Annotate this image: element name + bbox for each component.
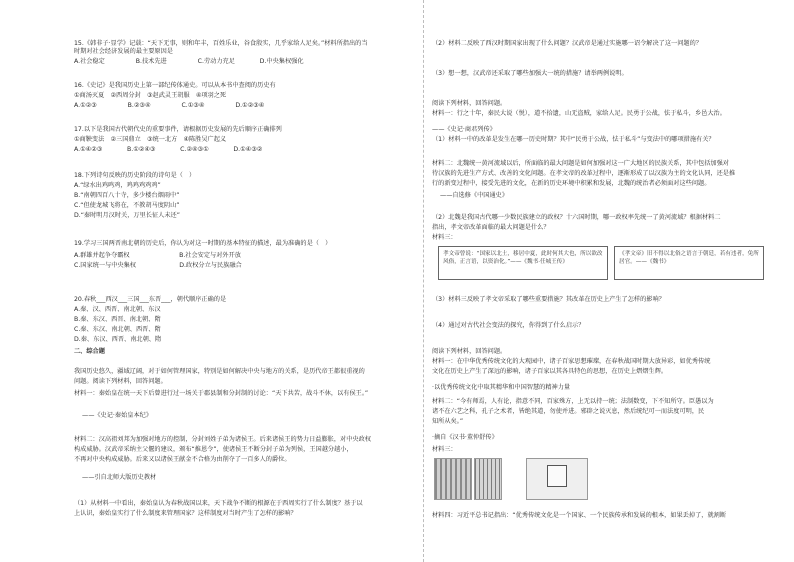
question-reform-2-line-2: 指出，孝文帝改革面临的最大问题是什么？ bbox=[432, 224, 550, 231]
quote-box-right: 《孝文帝》旧不得以北俗之语言于朝廷，若有违者，免所居官。——《魏书》 bbox=[614, 246, 764, 280]
intro-line-2: 问题。阅读下列材料，回答问题。 bbox=[74, 378, 167, 385]
material-1: 材料一：秦始皇在统一天下后曾进行过一场关于郡县制和分封制的讨论：“天下共苦，战斗不休，以有侯王。” bbox=[74, 390, 369, 397]
calligraphy-image-1 bbox=[434, 458, 472, 500]
question-reform-4: （4）通过对古代社会变法的探究，你得到了什么启示？ bbox=[432, 322, 585, 329]
q18-option-b: B.“南朝四百八十寺，多少楼台烟雨中” bbox=[74, 192, 180, 199]
q19-options-ab: A.群雄并起争夺霸权 B.社会安定与对外开放 bbox=[74, 252, 241, 259]
q18-option-c: C.“但使龙城飞将在，不教胡马度阴山” bbox=[74, 202, 180, 209]
right-column bbox=[423, 0, 779, 562]
calligraphy-image-2 bbox=[474, 458, 502, 500]
culture-material-1-line-2: 文化在历史上产生了深远的影响，诸子百家以其各具特色的思想，在历史上熠熠生辉。 bbox=[432, 368, 668, 375]
culture-material-3-label: 材料三： bbox=[432, 446, 457, 453]
q20-option-c: C.秦、东汉、南北朝、西晋、隋 bbox=[74, 326, 161, 333]
section-heading: 二、综合题 bbox=[74, 348, 105, 355]
question-1-line-2: 上认识，秦始皇实行了什么制度来管理国家？这样制度对当时产生了怎样的影响？ bbox=[74, 510, 297, 517]
material-2-line-3: 不再对中央构成威胁。后来又以诸侯王献金不合格为由削夺了一百多人的爵位。 bbox=[74, 456, 291, 463]
culture-material-2-line-2: 诸不在六艺之科，孔子之术者，皆绝其道，勿使并进。邪辟之说灭息，然后统纪可一而法度可明，民 bbox=[432, 408, 705, 415]
q17-options: A.①④②③ B.①②④③ C.②④③① D.①④③② bbox=[74, 146, 263, 153]
material-2-wei-source: ——自选修《中国通史》 bbox=[440, 192, 509, 199]
q18-option-a: A.“绿水出鸡鸣鸡，鸡鸡鸡鸡鸡” bbox=[74, 182, 161, 189]
q20-option-a: A.秦、汉、西晋、南北朝、东汉 bbox=[74, 306, 161, 313]
q17-items: ①商鞅变法 ②三国鼎立 ③统一北方 ④陈胜吴广起义 bbox=[74, 136, 227, 143]
q15-stem: 15.《韩非子·显学》记载：“天下无事，则和年丰，百姓乐业，谷食殷实，几乎家给人足矣。”材料所指出的当 bbox=[74, 40, 368, 47]
intro-line-1: 我国历史悠久，疆域辽阔，对于如何管理国家，特别是如何解决中央与地方的关系，是历代帝王都很重视的 bbox=[74, 368, 365, 375]
q19-options-cd: C.国家统一与中央集权 D.政权分立与民族融合 bbox=[74, 262, 242, 269]
quote-box-left: 孝文帝曾说：“国家以北土，移居中夏，此时何其大也，所以欲改风俗，正言语，以资治化。”——《魏书·任城王传》 bbox=[438, 246, 608, 280]
culture-material-2-source: ·摘自《汉书·董仲舒传》 bbox=[432, 434, 498, 441]
material-3-label: 材料三： bbox=[432, 234, 457, 241]
material-2-line-1: 材料二：汉高祖刘邦为加强对地方的控制，分封刘姓子弟为诸侯王。后来诸侯王的势力日益膨胀，对中央政权 bbox=[74, 436, 371, 443]
culture-caption: ·以优秀传统文化中取其精华和中国智慧的精神力量 bbox=[432, 384, 571, 391]
q17-stem: 17.以下是我国古代朝代史的重要事件，请根据历史发展的先后顺序正确排列 bbox=[74, 126, 282, 133]
q16-items: ①商汤灭夏 ②西周分封 ③赵武灵王胡服 ④项羽之死 bbox=[74, 92, 227, 99]
question-reform-2-line-1: （2）北魏是我国古代哪一少数民族建立的政权？十六国时期，哪一政权率先统一了黄河流域？根据材料二 bbox=[432, 214, 721, 221]
material-1-reform-source: ——《史记·商君列传》 bbox=[432, 126, 496, 133]
culture-material-1-line-1: 材料一：在中华优秀传统文化的大观园中，诸子百家思想璀璨，在春秋战国时期大放异彩，如优秀传统 bbox=[432, 358, 711, 365]
q15-options: A.社会稳定 B.技术先进 C.劳动力充足 D.中央集权强化 bbox=[74, 58, 304, 65]
q16-options: A.①②③ B.②③④ C.①③④ D.①②③④ bbox=[74, 102, 265, 109]
material-1-reform: 材料一：行之十年，秦民大说（悦），道不拾遗，山无盗贼，家给人足。民勇于公战，怯于私斗，乡邑大治。 bbox=[432, 110, 726, 117]
reading-intro-1: 阅读下列材料，回答问题。 bbox=[432, 100, 507, 107]
culture-material-2-line-1: 材料二：“今有师焉，人有论，指意不同，百家殊方，上无以持一统；法制数变，下不知所守。臣愚以为 bbox=[432, 398, 714, 405]
q19-stem: 19.学习三国两晋南北朝的历史后，你认为对这一时期的基本特征的描述，最为准确的是（ ） bbox=[74, 240, 332, 247]
culture-material-4: 材料四：习近平总书记指出：“优秀传统文化是一个国家、一个民族传承和发展的根本，如果丢掉了，就割断 bbox=[432, 512, 727, 519]
q16-stem: 16.《史记》是我国历史上第一部纪传体通史。可以从本书中查阅的历史有 bbox=[74, 82, 276, 89]
material-2-source: ——引自北师大版历史教材 bbox=[82, 474, 157, 481]
material-2-wei-line-3: 行的新变过程中，接受先进的文化，在新的历史环境中积累和发展，北魏的统治者必须面对这些问题。 bbox=[432, 180, 711, 187]
book-image bbox=[526, 458, 588, 500]
question-reform-3: （3）材料三反映了孝文帝采取了哪些重要措施？其改革在历史上产生了怎样的影响？ bbox=[432, 296, 665, 303]
left-column bbox=[74, 0, 418, 562]
q18-option-d: D.“秦时明月汉时关，万里长征人未还” bbox=[74, 212, 180, 219]
question-3: （3）想一想，汉武帝还采取了哪些加强大一统的措施？请举两例说明。 bbox=[432, 70, 628, 77]
q18-stem: 18.下列诗句反映的历史阶段的诗句是（ ） bbox=[74, 172, 196, 179]
question-reform-1: （1）材料一中的改革是发生在哪一历史时期？其中“民勇于公战，怯于私斗”与变法中的哪项措施有关？ bbox=[432, 136, 715, 143]
material-1-source: ——《史记·秦始皇本纪》 bbox=[82, 412, 153, 419]
q20-stem: 20.春秋___西汉___三国___东晋___，朝代顺序正确的是 bbox=[74, 296, 227, 303]
material-2-wei-line-1: 材料二：北魏统一黄河流域以后，所面临的最大问题是如何加强对这一广大地区的民族关系，其中包括加强对 bbox=[432, 160, 729, 167]
q20-option-d: D.秦、东汉、西晋、南北朝、隋 bbox=[74, 336, 162, 343]
reading-intro-2: 阅读下列材料，回答问题。 bbox=[432, 348, 507, 355]
q20-option-b: B.秦、东汉、西晋、南北朝、隋 bbox=[74, 316, 161, 323]
culture-material-2-line-3: 知所从矣。” bbox=[432, 418, 464, 425]
material-2-line-2: 构成威胁。汉武帝采纳主父偃的建议，颁布“推恩令”，使诸侯王不断分封子弟为列侯，王国越分越小， bbox=[74, 446, 353, 453]
question-1-line-1: （1）从材料一中看出，秦始皇认为春秋战国以来，天下战争不断的根源在于西周实行了什么制度？基于以 bbox=[74, 500, 363, 507]
question-2: （2）材料二反映了西汉时期国家出现了什么问题？汉武帝是通过实施哪一诏令解决了这一问题的？ bbox=[432, 40, 702, 47]
material-2-wei-line-2: 待汉族的先进生产方式、改善的文化问题。在孝文帝的改革过程中，逐渐形成了以汉族为主的文化认同，还是推 bbox=[432, 170, 736, 177]
q15-stem-cont: 时期对社会经济发展的最主要原因是 bbox=[74, 48, 173, 55]
